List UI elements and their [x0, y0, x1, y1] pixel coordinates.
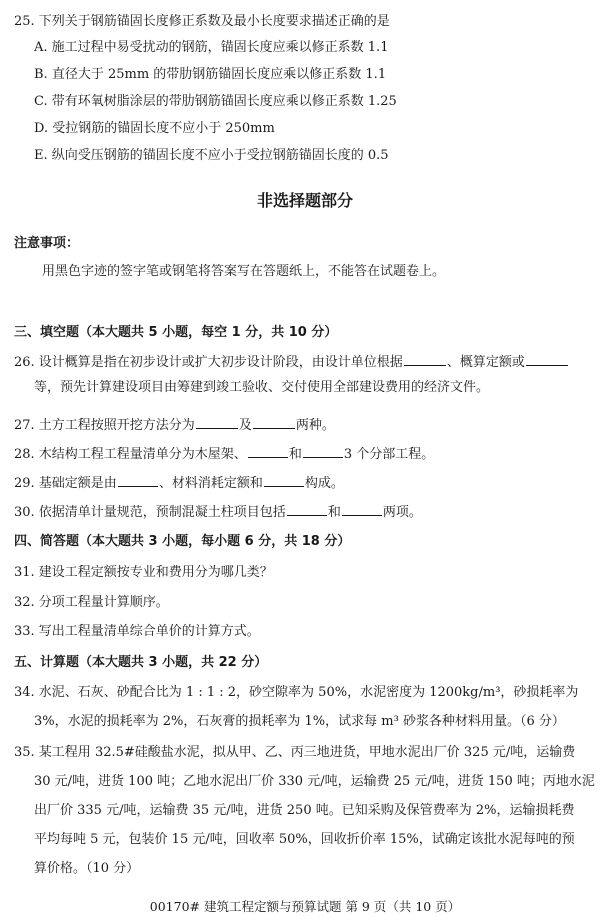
option-d: D. 受拉钢筋的锚固长度不应小于 250mm: [34, 121, 275, 136]
question-33: 33. 写出工程量清单综合单价的计算方式。: [14, 624, 260, 639]
option-a: A. 施工过程中易受扰动的钢筋，锚固长度应乘以修正系数 1.1: [34, 40, 389, 55]
option-c: C. 带有环氧树脂涂层的带肋钢筋锚固长度应乘以修正系数 1.25: [34, 94, 397, 109]
answer-blank: [253, 416, 295, 429]
notice-text: 用黑色字迹的签字笔或钢笔将答案写在答题纸上，不能答在试题卷上。: [42, 264, 446, 279]
q27-text-c: 两种。: [295, 418, 335, 433]
q30-text-b: 和: [327, 505, 341, 520]
q26-text-a: 26. 设计概算是指在初步设计或扩大初步设计阶段，由设计单位根据: [14, 355, 403, 370]
section-4-heading: 四、简答题（本大题共 3 小题，每小题 6 分，共 18 分）: [14, 534, 351, 549]
notice-heading: 注意事项：: [14, 236, 80, 251]
question-35-line-4: 平均每吨 5 元，包装价 15 元/吨，回收率 50%，回收折价率 15%，试确定该批水泥每吨的预: [34, 832, 575, 847]
answer-blank: [526, 353, 568, 366]
answer-blank: [303, 445, 343, 458]
question-29: [14, 474, 344, 492]
q28-text-c: 3 个分部工程。: [343, 447, 435, 462]
q28-text-b: 和: [288, 447, 302, 462]
question-31: 31. 建设工程定额按专业和费用分为哪几类？: [14, 565, 273, 580]
question-27: [14, 416, 335, 434]
question-34-line-2: 3%，水泥的损耗率为 2%，石灰膏的损耗率为 1%，试求每 m³ 砂浆各种材料用量。（6 分）: [34, 714, 565, 729]
page-footer: 00170# 建筑工程定额与预算试题 第 9 页（共 10 页）: [149, 899, 461, 914]
question-35-line-3: 出厂价 335 元/吨，运输费 35 元/吨，进货 250 吨。已知采购及保管费率为 2%，运输损耗费: [34, 803, 575, 818]
answer-blank: [196, 416, 238, 429]
q27-text-b: 及: [238, 418, 252, 433]
q29-text-c: 构成。: [304, 476, 344, 491]
question-26-line-1: [14, 353, 569, 371]
q30-text-c: 两项。: [382, 505, 422, 520]
answer-blank: [264, 474, 304, 487]
question-35-line-1: 35. 某工程用 32.5#硅酸盐水泥，拟从甲、乙、丙三地进货，甲地水泥出厂价 325 元/吨，运输费: [14, 745, 576, 760]
section-3-heading: 三、填空题（本大题共 5 小题，每空 1 分，共 10 分）: [14, 325, 338, 340]
part-title: 非选择题部分: [256, 191, 353, 210]
answer-blank: [287, 503, 327, 516]
question-26-line-2: 等，预先计算建设项目由筹建到竣工验收、交付使用全部建设费用的经济文件。: [34, 380, 490, 395]
q30-text-a: 30. 依据清单计量规范，预制混凝土柱项目包括: [14, 505, 286, 520]
answer-blank: [118, 474, 158, 487]
question-32: 32. 分项工程量计算顺序。: [14, 595, 169, 610]
question-28: [14, 445, 434, 463]
option-e: E. 纵向受压钢筋的锚固长度不应小于受拉钢筋锚固长度的 0.5: [34, 148, 389, 163]
question-34-line-1: 34. 水泥、石灰、砂配合比为 1 : 1 : 2，砂空隙率为 50%，水泥密度为 1200kg/m³，砂损耗率为: [14, 685, 579, 700]
answer-blank: [404, 353, 446, 366]
q29-text-a: 29. 基础定额是由: [14, 476, 117, 491]
q29-text-b: 、材料消耗定额和: [158, 476, 263, 491]
section-5-heading: 五、计算题（本大题共 3 小题，共 22 分）: [14, 655, 268, 670]
q27-text-a: 27. 土方工程按照开挖方法分为: [14, 418, 195, 433]
q28-text-a: 28. 木结构工程工程量清单分为木屋架、: [14, 447, 247, 462]
option-b: B. 直径大于 25mm 的带肋钢筋锚固长度应乘以修正系数 1.1: [34, 67, 387, 82]
q26-text-b: 、概算定额或: [446, 355, 525, 370]
question-25-stem: 25. 下列关于钢筋锚固长度修正系数及最小长度要求描述正确的是: [14, 14, 390, 29]
answer-blank: [342, 503, 382, 516]
question-30: [14, 503, 422, 521]
answer-blank: [248, 445, 288, 458]
question-35-line-5: 算价格。（10 分）: [34, 861, 140, 876]
question-35-line-2: 30 元/吨，进货 100 吨；乙地水泥出厂价 330 元/吨，运输费 25 元/吨，进货 150 吨；丙地水泥: [34, 774, 595, 789]
